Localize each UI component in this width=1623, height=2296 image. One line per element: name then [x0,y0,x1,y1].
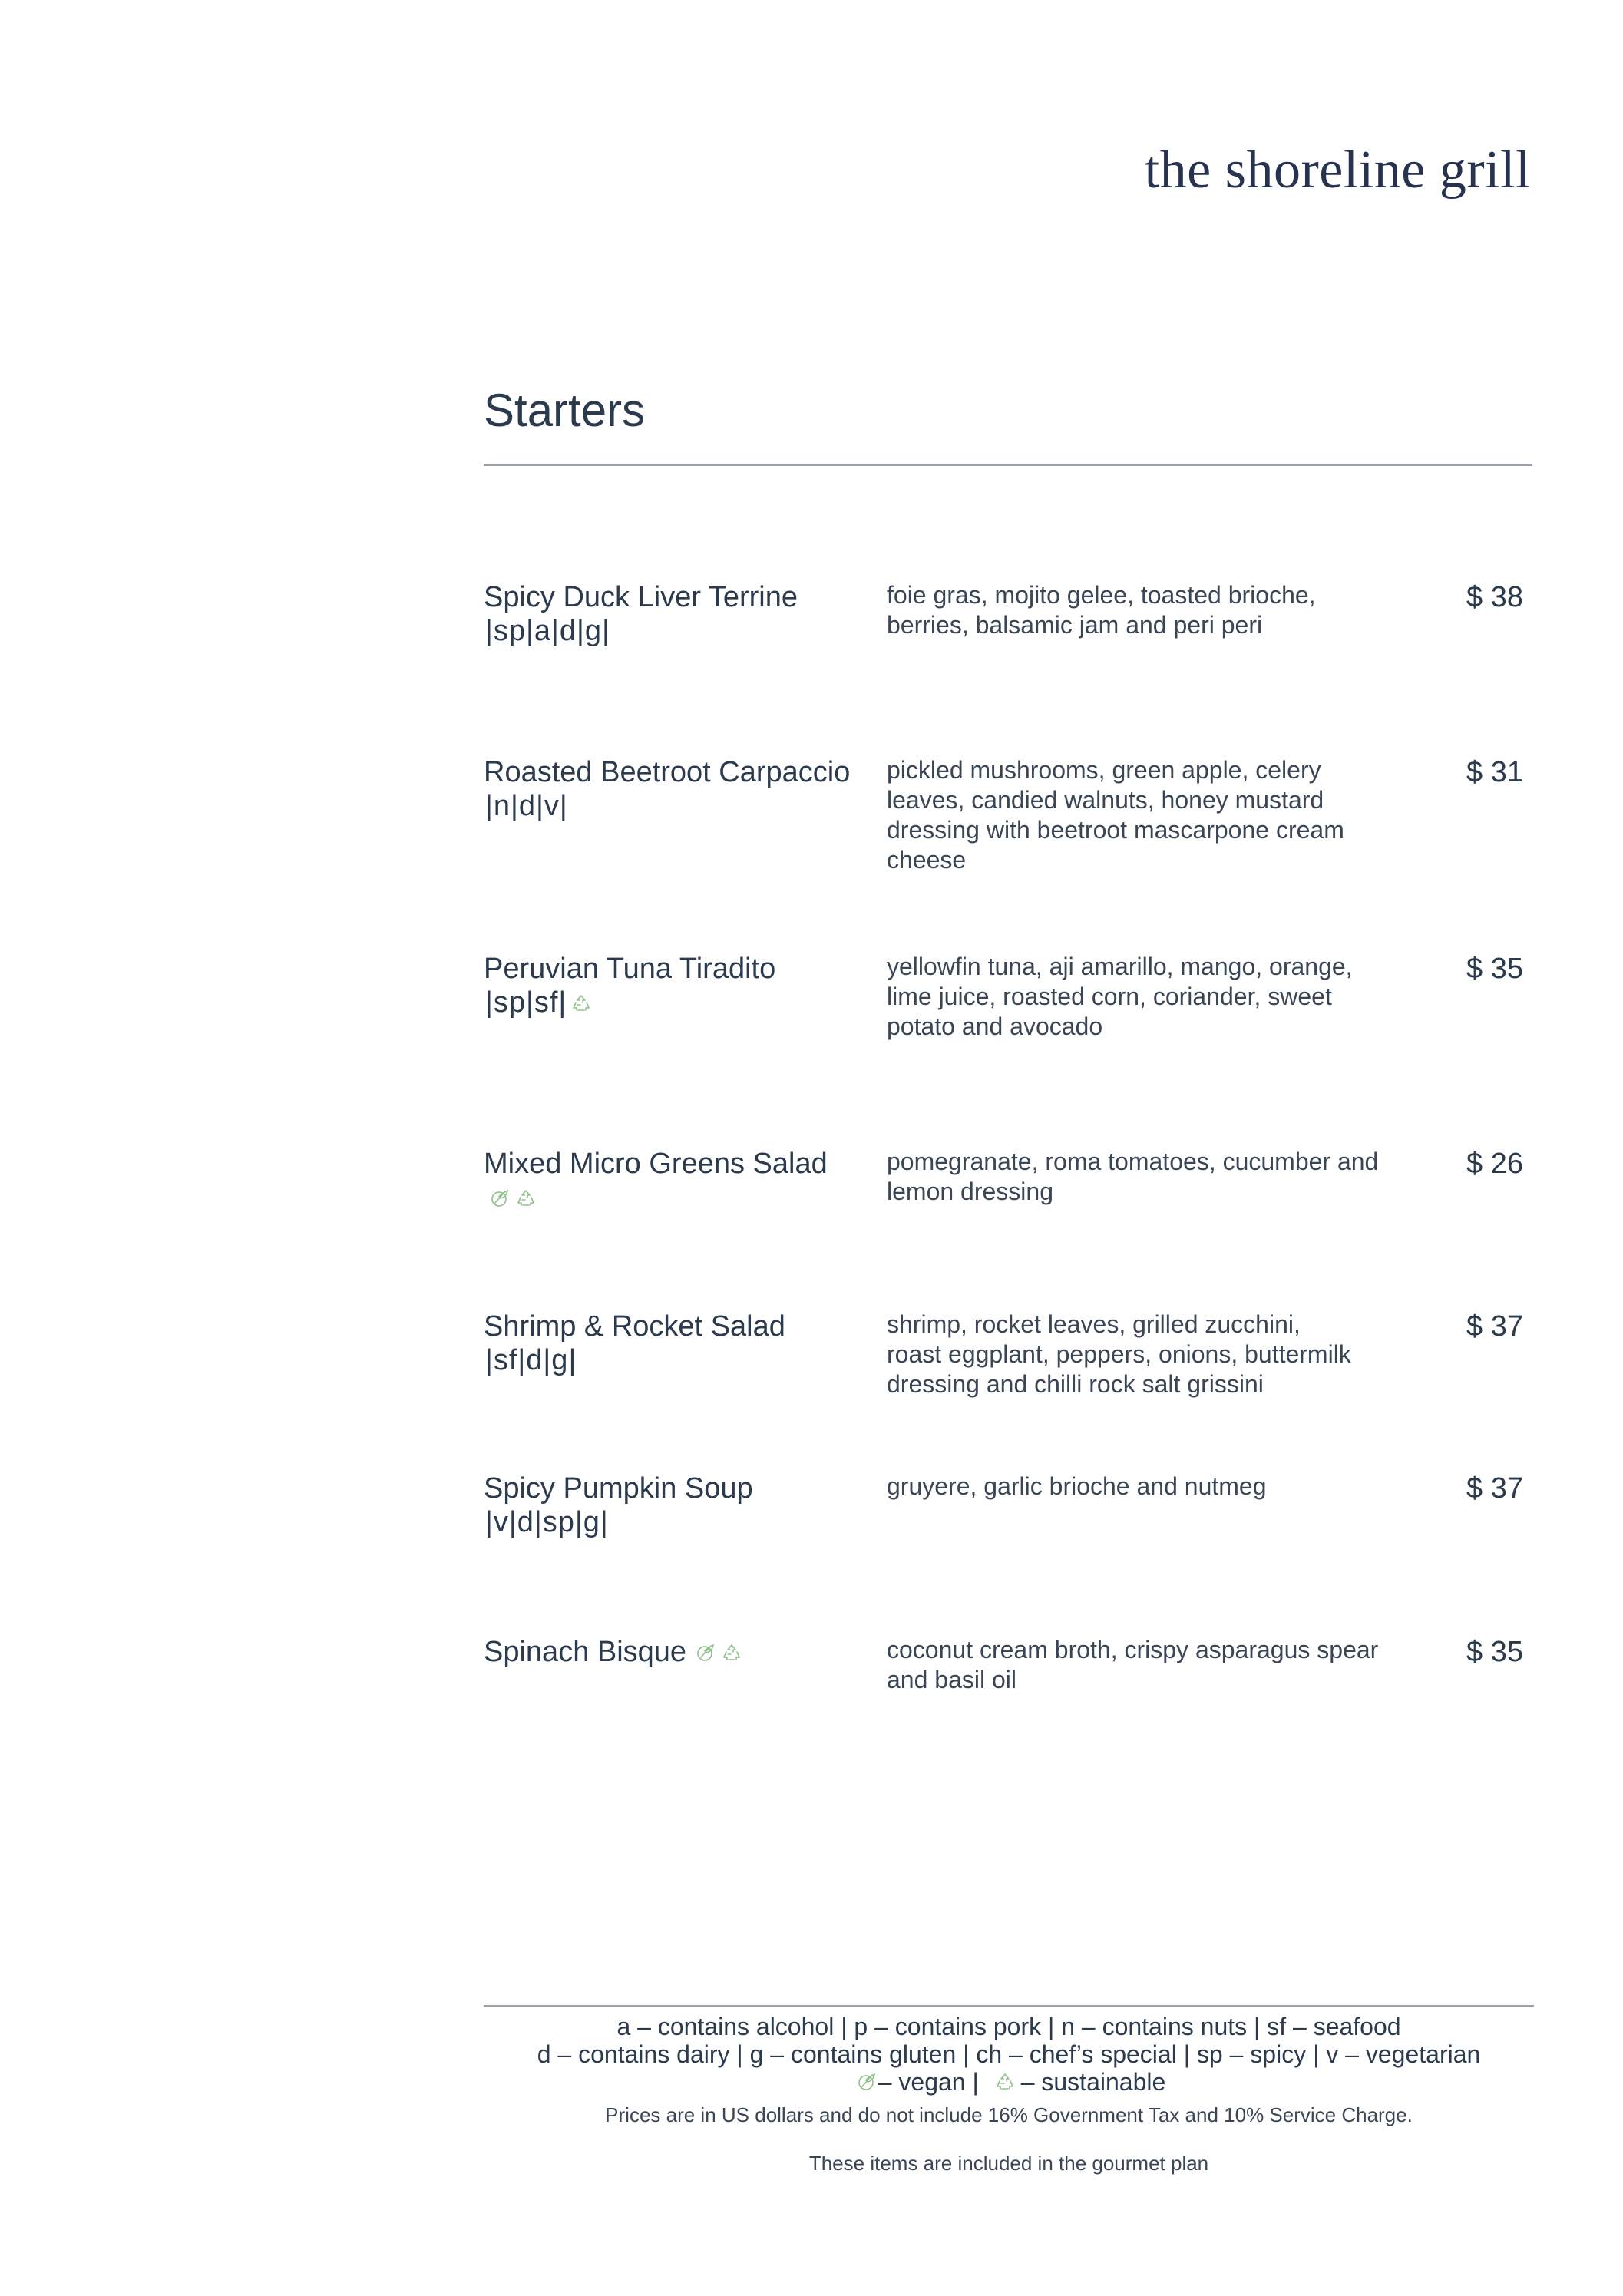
plan-note: These items are included in the gourmet plan [808,2152,1209,2175]
price-note: Prices are in US dollars and do not include 16% Government Tax and 10% Service Charge. [605,2103,1413,2126]
vegan-icon [488,1187,511,1210]
item-description-line: cheese [887,846,967,874]
item-description-line: coconut cream broth, crispy asparagus spear [887,1636,1379,1663]
legend-vegan-label: – vegan | [878,2068,979,2096]
legend-line: a – contains alcohol | p – contains pork | n – contains nuts | sf – seafood [616,2013,1401,2040]
item-tags [485,1181,869,1214]
item-description-line: gruyere, garlic brioche and nutmeg [887,1472,1267,1500]
item-name: Peruvian Tuna Tiradito [484,953,776,985]
item-price: $ 35 [1466,953,1523,985]
legend-line [484,2068,1534,2096]
sustainable-icon [514,1187,537,1210]
item-description [887,1472,1424,1501]
item-tags-text: |sp|sf| [485,986,567,1019]
item-description-line: berries, balsamic jam and peri peri [887,611,1263,639]
item-description-line: pomegranate, roma tomatoes, cucumber and [887,1148,1379,1175]
item-tags: |v|d|sp|g| [485,1506,609,1538]
item-description [887,1635,1424,1695]
legend-sustainable-label: – sustainable [1020,2068,1166,2096]
item-description [887,1310,1424,1399]
restaurant-logo: the shoreline grill [1144,140,1531,200]
item-tags: |sp|a|d|g| [485,615,610,647]
divider-top [484,464,1532,466]
item-description-line: and basil oil [887,1666,1016,1693]
vegan-icon [694,1641,717,1664]
item-price: $ 31 [1466,756,1523,788]
item-name: Spicy Duck Liver Terrine [484,581,798,613]
item-description-line: pickled mushrooms, green apple, celery [887,756,1321,784]
item-description-line: dressing with beetroot mascarpone cream [887,816,1344,844]
sustainable-icon [570,992,593,1015]
item-description-line: leaves, candied walnuts, honey mustard [887,786,1324,814]
item-name: Mixed Micro Greens Salad [484,1148,828,1180]
item-description-line: foie gras, mojito gelee, toasted brioche, [887,581,1316,609]
vegan-icon [855,2070,878,2093]
item-description-line: shrimp, rocket leaves, grilled zucchini, [887,1310,1301,1338]
item-tags: |n|d|v| [485,790,568,822]
item-name-text: Spinach Bisque [484,1636,687,1668]
item-name [484,1635,868,1669]
item-description [887,755,1424,875]
item-name: Roasted Beetroot Carpaccio [484,756,851,788]
dietary-legend [484,2013,1534,2096]
legend-line: d – contains dairy | g – contains gluten | ch – chef’s special | sp – spicy | v – vegetarian [537,2040,1481,2068]
item-price: $ 26 [1466,1148,1523,1180]
item-description-line: lemon dressing [887,1178,1053,1205]
item-description [887,1147,1424,1207]
item-description [887,952,1424,1042]
section-title: Starters [484,385,646,436]
divider-bottom [484,2005,1534,2007]
item-description [887,580,1424,640]
item-price: $ 37 [1466,1472,1523,1505]
item-description-line: lime juice, roasted corn, coriander, sweet [887,983,1332,1010]
item-description-line: potato and avocado [887,1013,1103,1040]
item-price: $ 38 [1466,581,1523,613]
item-tags [485,986,869,1019]
item-name: Spicy Pumpkin Soup [484,1472,753,1505]
sustainable-icon [720,1641,743,1664]
item-description-line: roast eggplant, peppers, onions, buttermilk [887,1340,1351,1368]
item-tags: |sf|d|g| [485,1344,577,1376]
item-price: $ 37 [1466,1310,1523,1343]
item-description-line: yellowfin tuna, aji amarillo, mango, orange, [887,953,1353,980]
sustainable-icon [993,2070,1016,2093]
item-name: Shrimp & Rocket Salad [484,1310,785,1343]
item-description-line: dressing and chilli rock salt grissini [887,1370,1264,1398]
item-price: $ 35 [1466,1636,1523,1668]
